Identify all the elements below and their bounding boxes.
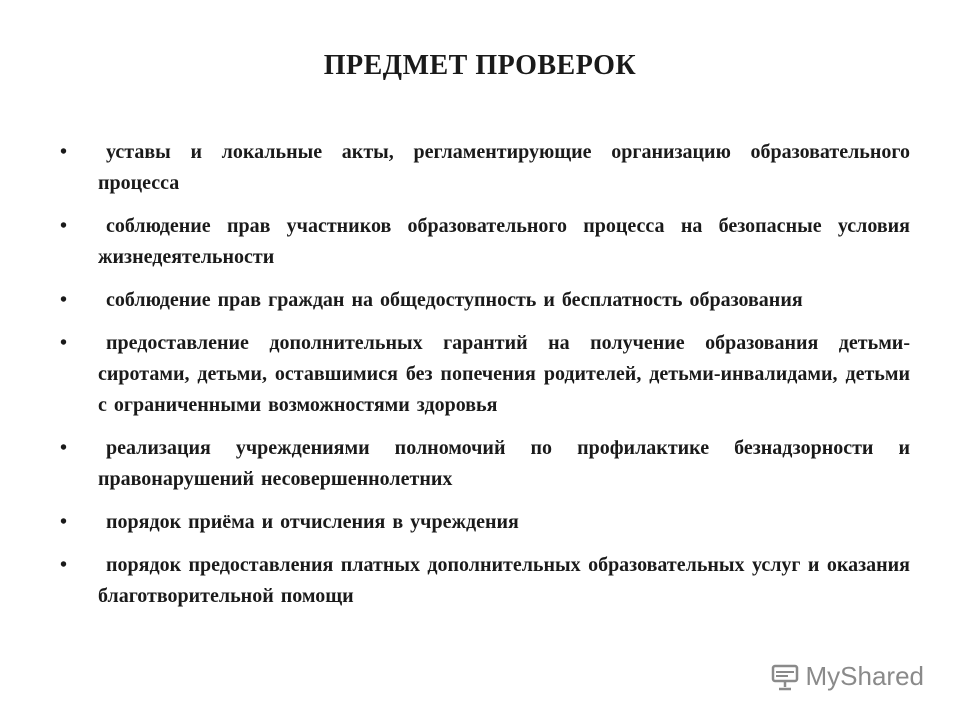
list-item <box>60 433 910 495</box>
bullet-icon: • <box>60 215 68 237</box>
bullet-icon: • <box>60 511 68 533</box>
bullet-list <box>60 137 910 624</box>
list-item-text: уставы и локальные акты, регламентирующие организацию образовательного процесса <box>98 141 910 194</box>
presentation-board-icon <box>770 662 800 692</box>
list-item-text: соблюдение прав граждан на общедоступность и бесплатность образования <box>106 289 803 311</box>
list-item-text: порядок приёма и отчисления в учреждения <box>106 511 519 533</box>
list-item-text: порядок предоставления платных дополнительных образовательных услуг и оказания благотворительной помощи <box>98 554 910 607</box>
bullet-icon: • <box>60 289 68 311</box>
list-item <box>60 137 910 199</box>
list-item <box>60 550 910 612</box>
list-item-text: реализация учреждениями полномочий по профилактике безнадзорности и правонарушений несовершеннолетних <box>98 437 910 490</box>
slide-title: ПРЕДМЕТ ПРОВЕРОК <box>323 50 637 81</box>
list-item <box>60 211 910 273</box>
list-item-text: предоставление дополнительных гарантий на получение образования детьми-сиротами, детьми, оставшимися без попечения родителей, детьми-инвалидами, детьми с ограниченными возможностями здоровья <box>98 332 910 416</box>
bullet-icon: • <box>60 437 68 459</box>
bullet-icon: • <box>60 332 68 354</box>
bullet-icon: • <box>60 554 68 576</box>
watermark-text: MyShared <box>805 661 924 691</box>
list-item <box>60 507 910 538</box>
watermark[interactable] <box>770 661 925 692</box>
list-item <box>60 328 910 421</box>
list-item-text: соблюдение прав участников образовательного процесса на безопасные условия жизнедеятельности <box>98 215 910 268</box>
list-item <box>60 285 910 316</box>
bullet-icon: • <box>60 141 68 163</box>
